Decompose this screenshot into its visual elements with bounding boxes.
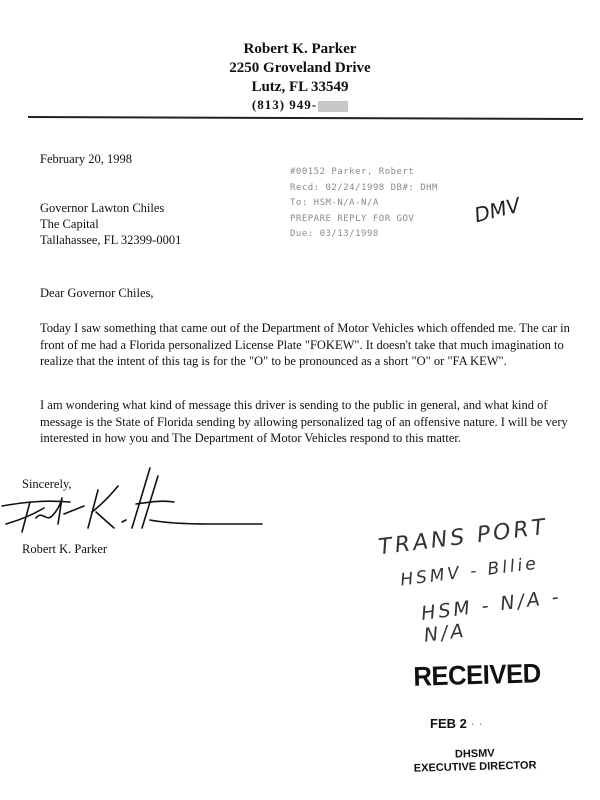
signer-name: Robert K. Parker [22,542,108,556]
tracking-line-3: To: HSM-N/A-N/A [290,198,379,208]
received-stamp-org-block [410,746,541,775]
handwritten-note-line-2: HSMV - Bllie [399,553,540,591]
sender-street: 2250 Groveland Drive [229,60,371,76]
tracking-line-1: #00152 Parker, Robert [290,167,415,177]
body-paragraph-2: I am wondering what kind of message this driver is sending to the public in general, and what kind of message is the State of Florida sending by allowing personalized tag of an offensive nature. I will be very interested in how you and The Department of Motor Vehicles respond to this matter. [40,398,568,445]
tracking-stamp [290,165,438,243]
closing: Sincerely, [22,477,72,491]
recipient-address [40,200,181,248]
received-stamp-date-faint: · · [470,716,483,731]
recipient-line-1: Governor Lawton Chiles [40,201,165,215]
body-paragraph-1: Today I saw something that came out of the Department of Motor Vehicles which offended me. The car in front of me had a Florida personalized License Plate "FOKEW". It doesn't take that much imagination to realize that the intent of this tag is for the "O" to be pronounced as a short "O" or "FA KEW". [40,321,570,368]
letterhead [0,40,600,113]
handwritten-note-line-1: TRANS PORT [377,514,550,561]
recipient-line-3: Tallahassee, FL 32399-0001 [40,233,182,247]
redacted-block [318,101,348,112]
tracking-line-2: Recd: 02/24/1998 DB#: DHM [290,182,438,193]
tracking-line-5: Due: 03/13/1998 [290,229,379,239]
dmv-handwritten-note: DMV [471,192,523,228]
recipient-line-2: The Capital [40,217,99,231]
received-stamp-title: RECEIVED [412,658,542,692]
salutation: Dear Governor Chiles, [40,286,154,300]
tracking-line-4: PREPARE REPLY FOR GOV [290,213,415,224]
handwritten-note-line-3: HSM - N/A - N/A [419,585,563,647]
letterhead-rule [28,116,583,120]
handwritten-signature [0,462,270,542]
received-stamp-org: DHSMV [454,747,495,761]
sender-phone-line [0,97,600,113]
sender-city: Lutz, FL 33549 [251,79,349,95]
letter-date: February 20, 1998 [40,152,132,166]
received-stamp-dept: EXECUTIVE DIRECTOR [413,759,537,775]
received-stamp-date-line [430,716,483,731]
sender-name: Robert K. Parker [243,41,357,57]
sender-phone: (813) 949- [251,97,318,112]
received-stamp-date: FEB 2 [430,716,467,731]
